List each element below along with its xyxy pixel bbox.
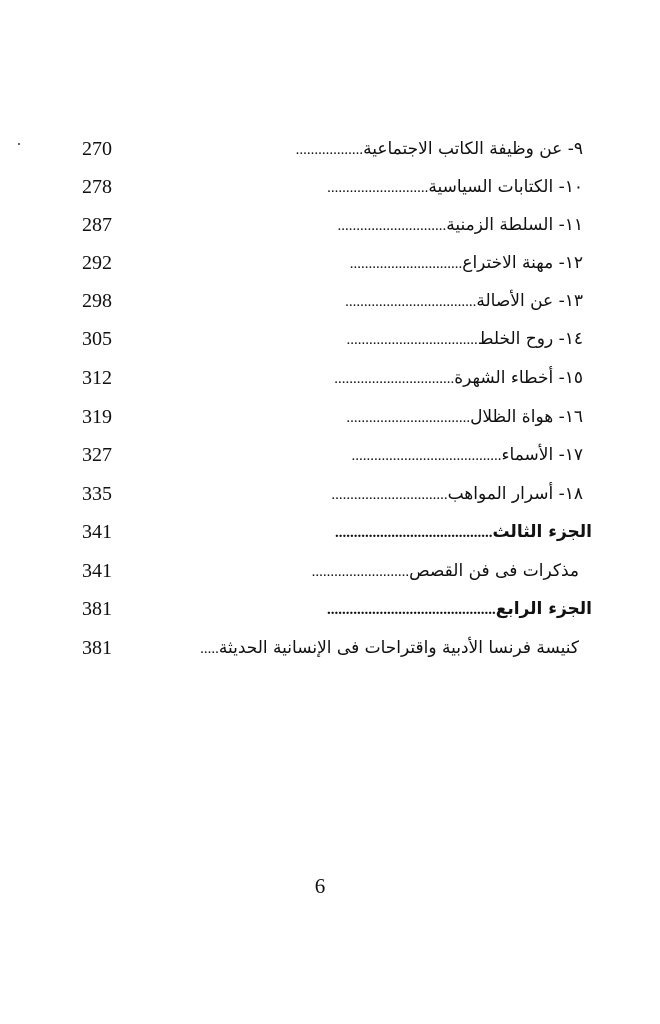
entry-text [200, 633, 579, 664]
page-number: 341 [82, 560, 112, 582]
dot-leader: .......................... [311, 564, 410, 580]
entry-text [327, 594, 592, 625]
dot-leader: .............................. [349, 256, 463, 272]
entry-text [352, 440, 583, 471]
dot-leader: ............................................. [326, 602, 496, 618]
dot-leader: ................................... [345, 294, 477, 310]
entry-title: ١٨- أسرار المواهب [447, 484, 583, 504]
page-number: 327 [82, 444, 112, 466]
entry-title: ٩- عن وظيفة الكاتب الاجتماعية [363, 139, 583, 159]
entry-text [312, 556, 579, 587]
toc-entry-12[interactable] [82, 248, 592, 278]
toc-entry-10[interactable] [82, 172, 592, 202]
page-number: 305 [82, 328, 112, 350]
toc-entry-17[interactable] [82, 440, 592, 470]
dot-leader: ................................... [346, 332, 478, 348]
dot-leader: ............................... [331, 487, 448, 503]
page-number: 341 [82, 521, 112, 543]
dot-leader: .................. [295, 142, 364, 158]
dot-leader: ............................. [337, 218, 447, 234]
page-number: 381 [82, 637, 112, 659]
entry-title: الجزء الرابع [495, 599, 592, 619]
toc-entry-13[interactable] [82, 286, 592, 316]
toc-entry-memoirs[interactable] [82, 556, 592, 586]
entry-title: ١٤- روح الخلط [477, 329, 583, 349]
entry-title: ١٥- أخطاء الشهرة [454, 368, 583, 388]
entry-title: الجزء الثالث [492, 522, 592, 542]
toc-entry-18[interactable] [82, 479, 592, 509]
page-number: 278 [82, 176, 112, 198]
entry-title: ١٠- الكتابات السياسية [428, 177, 583, 197]
page-number: 319 [82, 406, 112, 428]
toc-entry-14[interactable] [82, 324, 592, 354]
page-number: 287 [82, 214, 112, 236]
dot-leader: ........................................ [351, 448, 502, 464]
page-number: 292 [82, 252, 112, 274]
entry-text [334, 363, 583, 394]
dot-leader: ..... [200, 641, 219, 657]
page-number: 270 [82, 138, 112, 160]
toc-part-4-heading[interactable] [82, 594, 592, 624]
toc-entry-16[interactable] [82, 402, 592, 432]
page-number: 335 [82, 483, 112, 505]
dot-leader: ................................ [334, 371, 455, 387]
dot-leader: .......................................... [334, 525, 493, 541]
page-number: 381 [82, 598, 112, 620]
entry-text [345, 286, 583, 317]
entry-title: كنيسة فرنسا الأدبية واقتراحات فى الإنسانية الحديثة [218, 638, 579, 658]
entry-text [346, 402, 583, 433]
entry-title: مذكرات فى فن القصص [409, 561, 579, 581]
entry-title: ١٦- هواة الظلال [470, 407, 583, 427]
entry-text [335, 517, 592, 548]
page-number: 298 [82, 290, 112, 312]
entry-title: ١١- السلطة الزمنية [446, 215, 583, 235]
toc-entry-15[interactable] [82, 363, 592, 393]
page-number: 312 [82, 367, 112, 389]
toc-entry-9[interactable] [82, 134, 592, 164]
entry-title: ١٣- عن الأصالة [476, 291, 583, 311]
dot-leader: ................................. [346, 410, 471, 426]
entry-text [347, 324, 584, 355]
entry-text [331, 479, 583, 510]
toc-part-3-heading[interactable] [82, 517, 592, 547]
dot-leader: ........................... [327, 180, 429, 196]
entry-text [327, 172, 583, 203]
entry-title: ١٢- مهنة الاختراع [462, 253, 583, 273]
toc-entry-church[interactable] [82, 633, 592, 663]
entry-title: ١٧- الأسماء [501, 445, 583, 465]
entry-text [296, 134, 583, 165]
entry-text [338, 210, 583, 241]
toc-entry-11[interactable] [82, 210, 592, 240]
entry-text [350, 248, 583, 279]
page-number-footer: 6 [314, 874, 326, 898]
